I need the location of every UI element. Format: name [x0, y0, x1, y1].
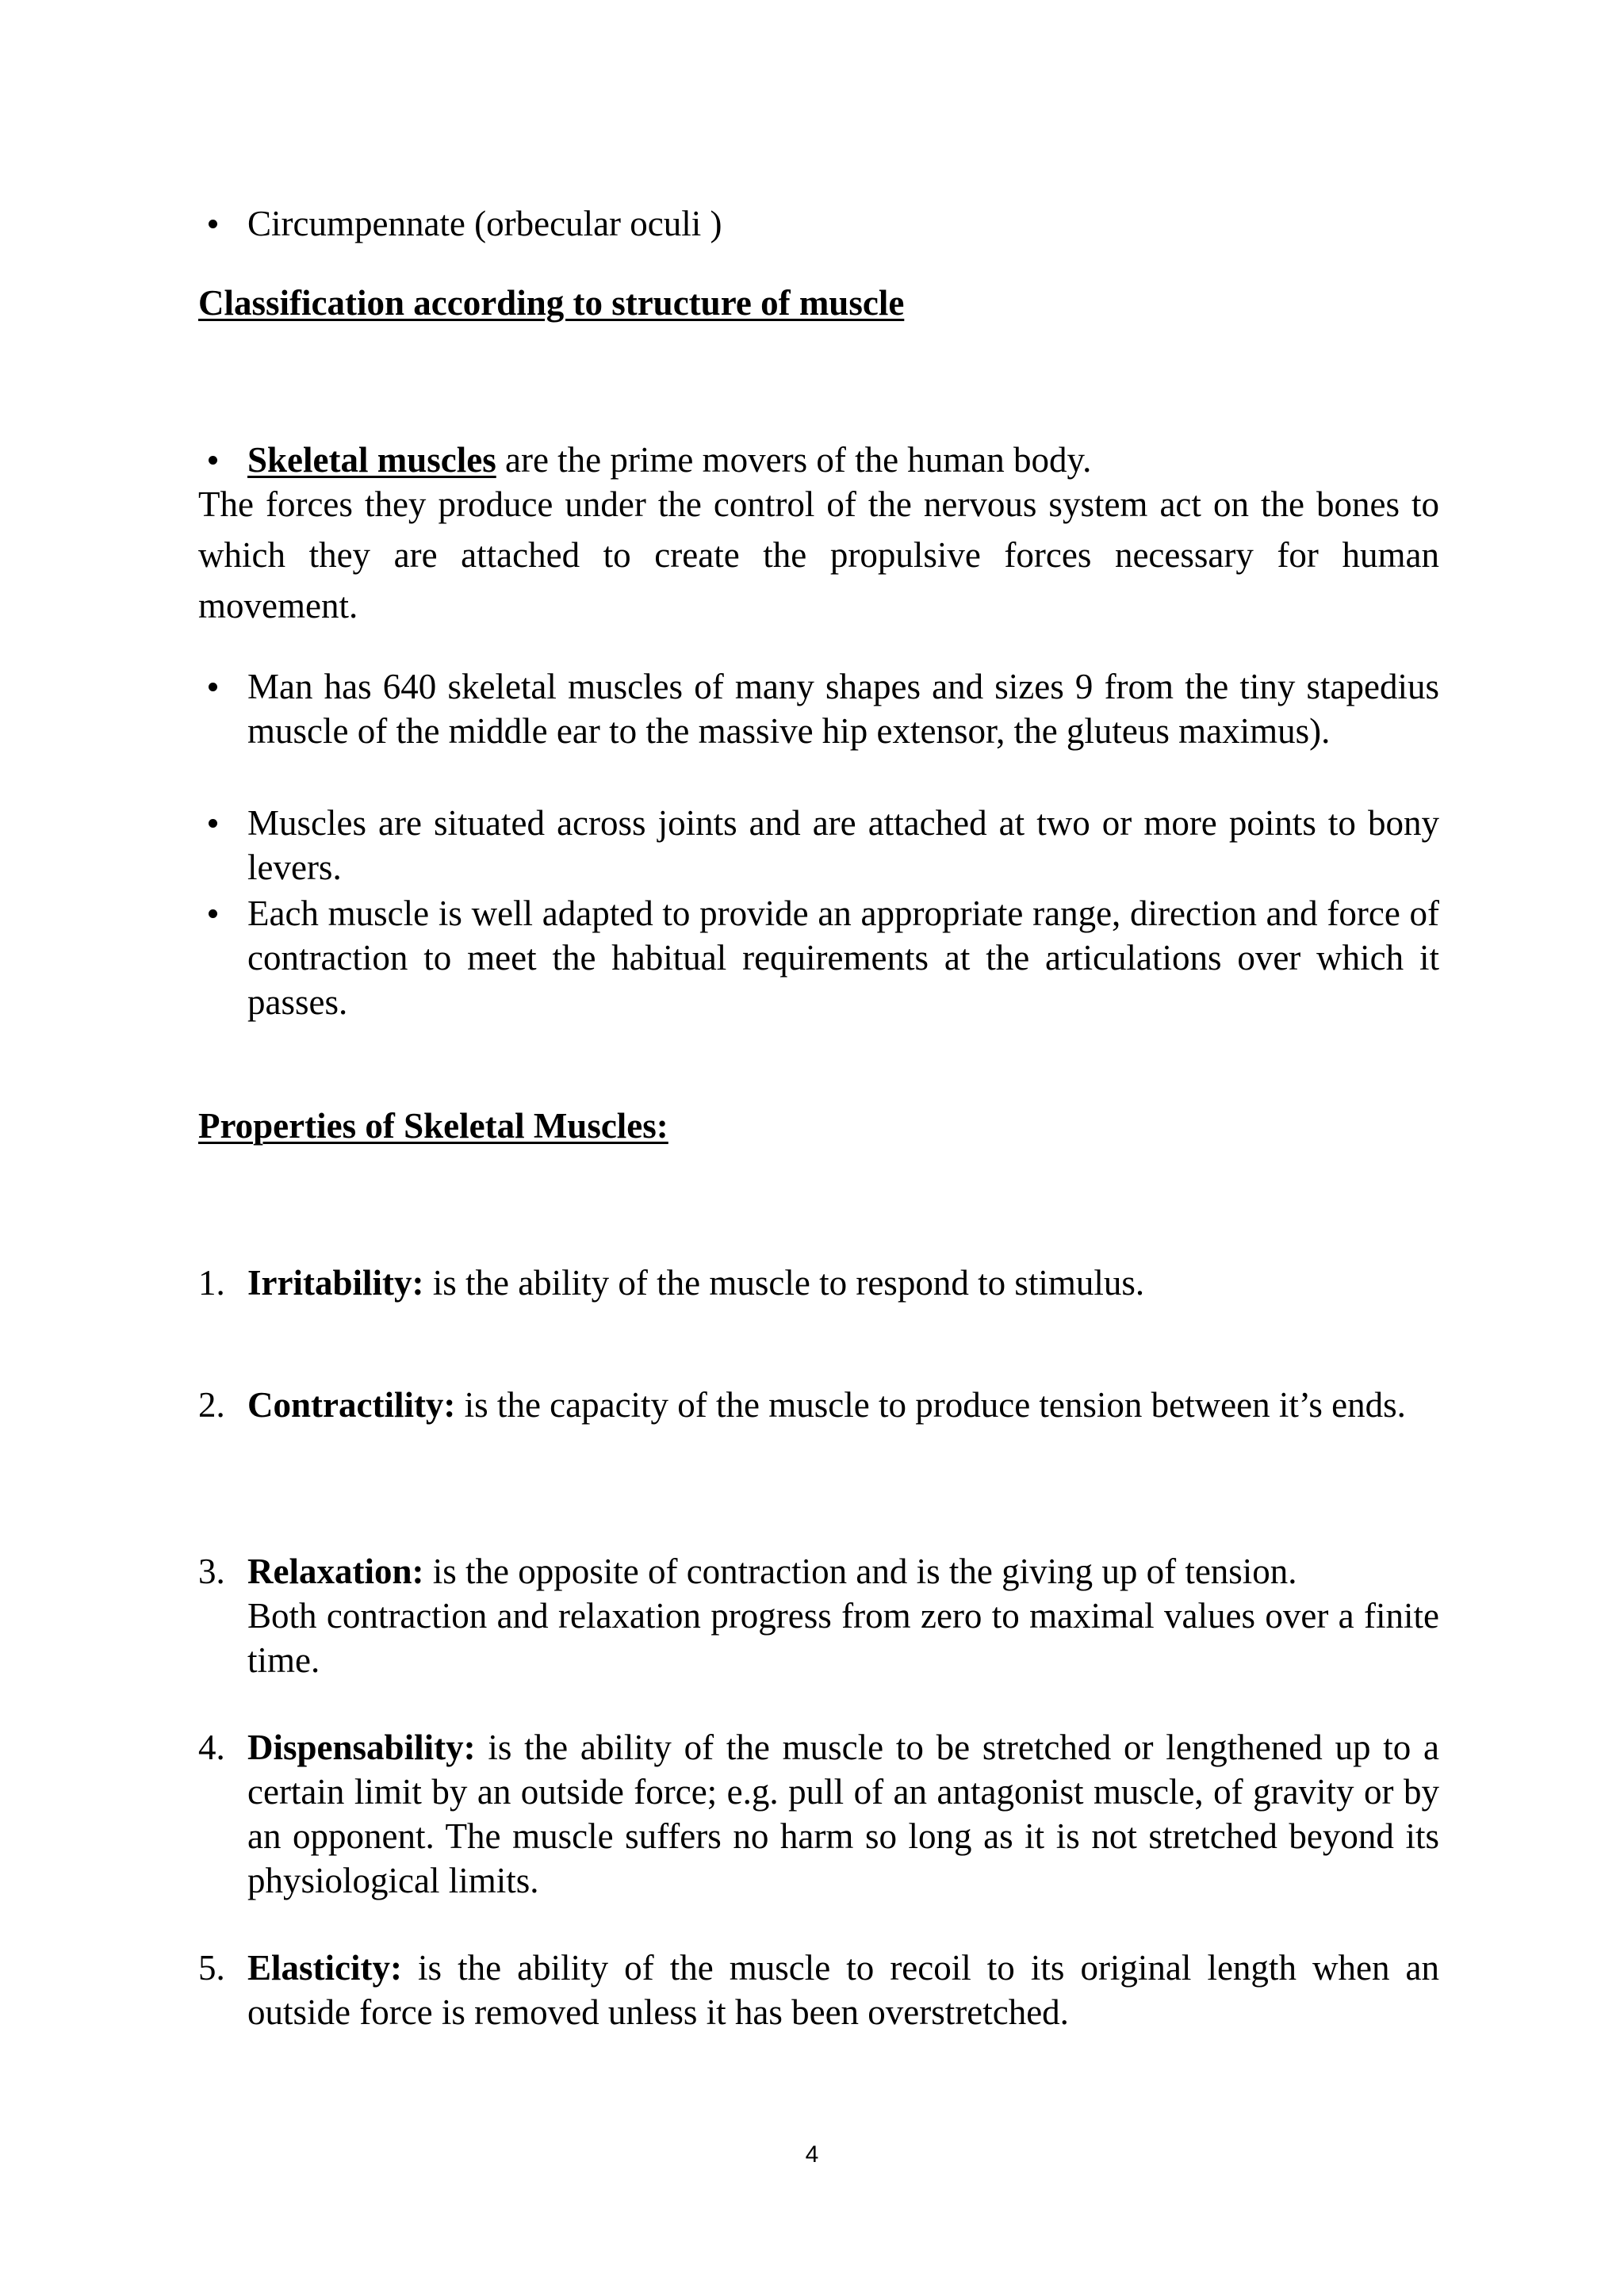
bullet-dot: [209, 456, 217, 465]
skeletal-muscles-term: Skeletal muscles: [247, 440, 496, 480]
property-number: 3.: [198, 1552, 225, 1591]
property-definition-continued: Both contraction and relaxation progress from zero to maximal values over a finite time.: [247, 1596, 1439, 1680]
property-dispensability: [198, 1725, 1439, 1903]
bullet-dot: [209, 683, 217, 691]
bullet-well-adapted: [198, 891, 1439, 1024]
property-number: 2.: [198, 1385, 225, 1425]
bullet-text: Muscles are situated across joints and are attached at two or more points to bony levers.: [247, 803, 1439, 887]
property-relaxation: [198, 1549, 1439, 1682]
property-definition: is the ability of the muscle to respond to stimulus.: [423, 1263, 1145, 1303]
page-number: 4: [805, 2141, 819, 2168]
property-term: Dispensability:: [247, 1728, 476, 1767]
skeletal-muscles-description: are the prime movers of the human body.: [496, 440, 1092, 480]
bullet-640-muscles: [198, 664, 1439, 753]
bullet-text: Man has 640 skeletal muscles of many shapes and sizes 9 from the tiny stapedius muscle of the middle ear to the massive hip extensor, the gluteus maximus).: [247, 667, 1439, 751]
property-definition: is the capacity of the muscle to produce tension between it’s ends.: [455, 1385, 1406, 1425]
property-term: Elasticity:: [247, 1948, 402, 1988]
property-definition: is the ability of the muscle to be stretched or lengthened up to a certain limit by an outside force; e.g. pull of an antagonist muscle, of gravity or by an opponent. The muscle suffers no harm so long as it is not stretched beyond its physiological limits.: [247, 1728, 1439, 1900]
heading-classification-structure: Classification according to structure of muscle: [198, 283, 905, 323]
bullet-dot: [209, 220, 217, 228]
bullet-circumpennate: [198, 201, 1439, 246]
skeletal-forces-paragraph: The forces they produce under the control of the nervous system act on the bones to which they are attached to create the propulsive forces necessary for human movement.: [198, 484, 1439, 626]
bullet-skeletal-muscles: [198, 438, 1439, 482]
property-number: 4.: [198, 1728, 225, 1767]
property-definition: is the ability of the muscle to recoil to its original length when an outside force is removed unless it has been overstretched.: [247, 1948, 1439, 2032]
property-term: Irritability:: [247, 1263, 424, 1303]
heading-properties: Properties of Skeletal Muscles:: [198, 1106, 668, 1146]
bullet-dot: [209, 819, 217, 828]
property-term: Contractility:: [247, 1385, 456, 1425]
property-number: 5.: [198, 1948, 225, 1988]
bullet-text: Each muscle is well adapted to provide an appropriate range, direction and force of contraction to meet the habitual requirements at the articulations over which it passes.: [247, 894, 1439, 1022]
property-irritability: [198, 1261, 1439, 1305]
bullet-dot: [209, 909, 217, 918]
property-elasticity: [198, 1946, 1439, 2034]
bullet-across-joints: [198, 801, 1439, 890]
property-contractility: [198, 1383, 1439, 1427]
property-definition: is the opposite of contraction and is the giving up of tension.: [423, 1552, 1297, 1591]
bullet-text: Circumpennate (orbecular oculi ): [247, 204, 722, 243]
property-term: Relaxation:: [247, 1552, 424, 1591]
property-number: 1.: [198, 1263, 225, 1303]
